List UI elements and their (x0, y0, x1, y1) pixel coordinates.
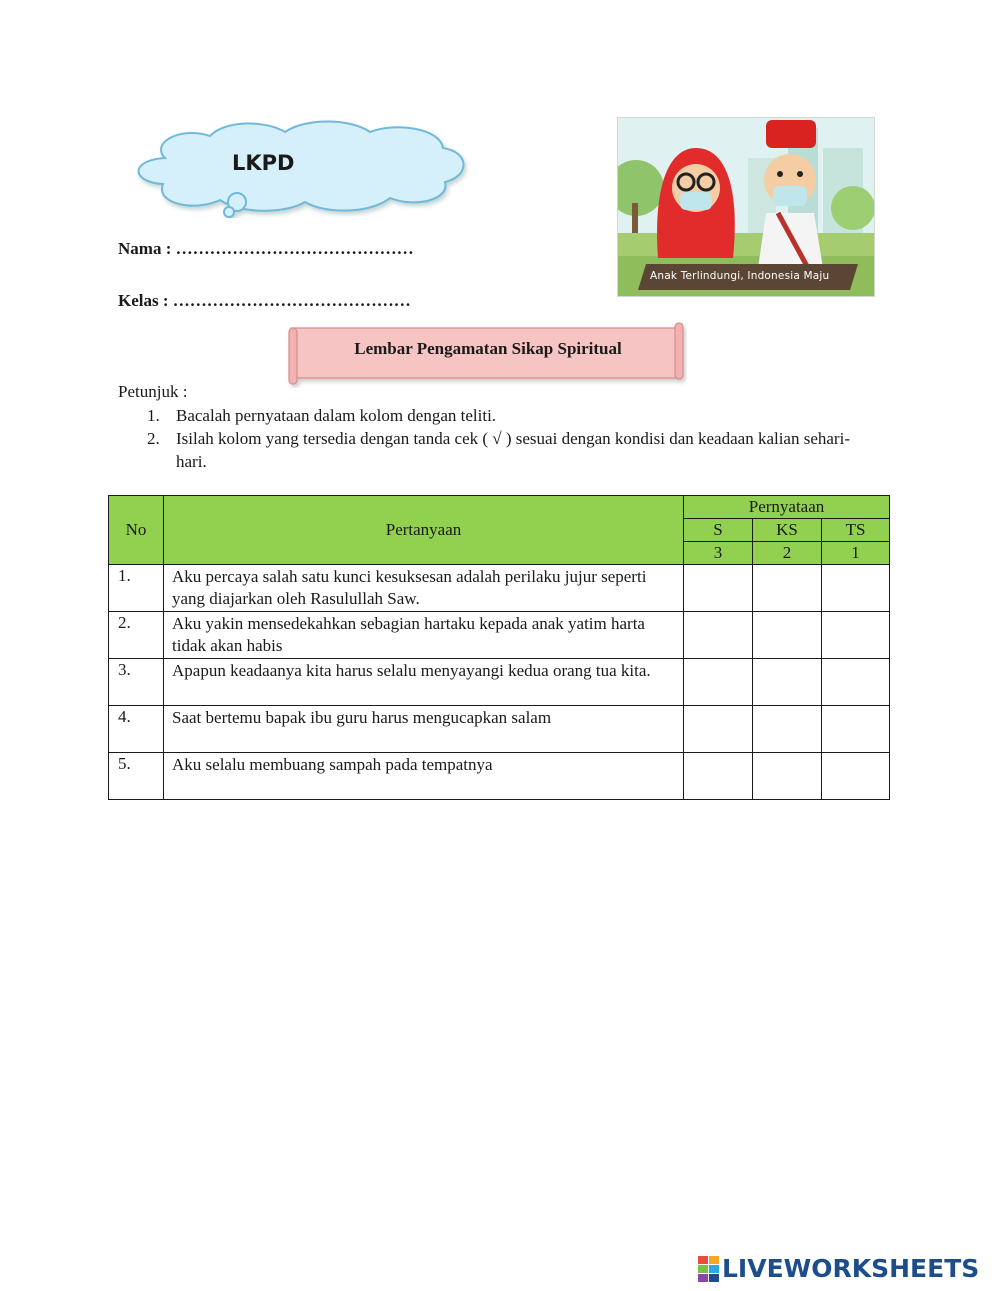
liveworksheets-logo-icon (698, 1255, 720, 1285)
answer-cell-ks[interactable] (753, 612, 822, 659)
answer-cell-s[interactable] (684, 612, 753, 659)
col-header-question: Pertanyaan (164, 496, 684, 565)
option-label-ts: TS (822, 519, 890, 542)
instruction-text: Bacalah pernyataan dalam kolom dengan teliti. (176, 406, 497, 425)
answer-cell-ks[interactable] (753, 753, 822, 800)
answer-cell-ts[interactable] (822, 753, 890, 800)
instruction-item (147, 404, 907, 427)
instruction-number: 1. (147, 406, 160, 425)
row-number: 5. (109, 753, 164, 800)
lkpd-title: LKPD (232, 151, 295, 175)
observation-table (108, 495, 890, 800)
answer-cell-ts[interactable] (822, 706, 890, 753)
option-label-s: S (684, 519, 753, 542)
row-question: Aku percaya salah satu kunci kesuksesan adalah perilaku jujur seperti yang diajarkan oleh Rasulullah Saw. (164, 565, 684, 612)
option-score-ts: 1 (822, 542, 890, 565)
row-question: Aku yakin mensedekahkan sebagian hartaku kepada anak yatim harta tidak akan habis (164, 612, 684, 659)
answer-cell-ks[interactable] (753, 706, 822, 753)
banner-title: Lembar Pengamatan Sikap Spiritual (354, 339, 622, 358)
table-row (109, 706, 890, 753)
row-number: 1. (109, 565, 164, 612)
answer-cell-ts[interactable] (822, 612, 890, 659)
answer-cell-s[interactable] (684, 706, 753, 753)
col-header-statement: Pernyataan (684, 496, 890, 519)
row-question: Aku selalu membuang sampah pada tempatnya (164, 753, 684, 800)
illustration-caption: Anak Terlindungi, Indonesia Maju (650, 270, 830, 282)
option-score-s: 3 (684, 542, 753, 565)
nama-field[interactable]: Nama : …………………………………… (118, 239, 414, 258)
answer-cell-s[interactable] (684, 659, 753, 706)
table-row (109, 753, 890, 800)
row-question: Apapun keadaanya kita harus selalu menyayangi kedua orang tua kita. (164, 659, 684, 706)
liveworksheets-brand: LIVEWORKSHEETS (722, 1254, 980, 1283)
answer-cell-ts[interactable] (822, 659, 890, 706)
answer-cell-ts[interactable] (822, 565, 890, 612)
answer-cell-s[interactable] (684, 753, 753, 800)
kelas-field[interactable]: Kelas : …………………………………… (118, 291, 411, 310)
row-number: 2. (109, 612, 164, 659)
cloud-title-shape (125, 118, 475, 218)
table-row (109, 659, 890, 706)
instruction-number: 2. (147, 429, 160, 448)
instruction-item (147, 427, 907, 473)
row-number: 4. (109, 706, 164, 753)
row-number: 3. (109, 659, 164, 706)
row-question: Saat bertemu bapak ibu guru harus mengucapkan salam (164, 706, 684, 753)
option-score-ks: 2 (753, 542, 822, 565)
instruction-text: Isilah kolom yang tersedia dengan tanda cek ( √ ) sesuai dengan kondisi dan keadaan kalian sehari-hari. (176, 429, 850, 471)
answer-cell-s[interactable] (684, 565, 753, 612)
option-label-ks: KS (753, 519, 822, 542)
instructions-heading: Petunjuk : (118, 382, 188, 401)
answer-cell-ks[interactable] (753, 565, 822, 612)
answer-cell-ks[interactable] (753, 659, 822, 706)
table-row (109, 612, 890, 659)
table-row (109, 565, 890, 612)
col-header-no: No (109, 496, 164, 565)
